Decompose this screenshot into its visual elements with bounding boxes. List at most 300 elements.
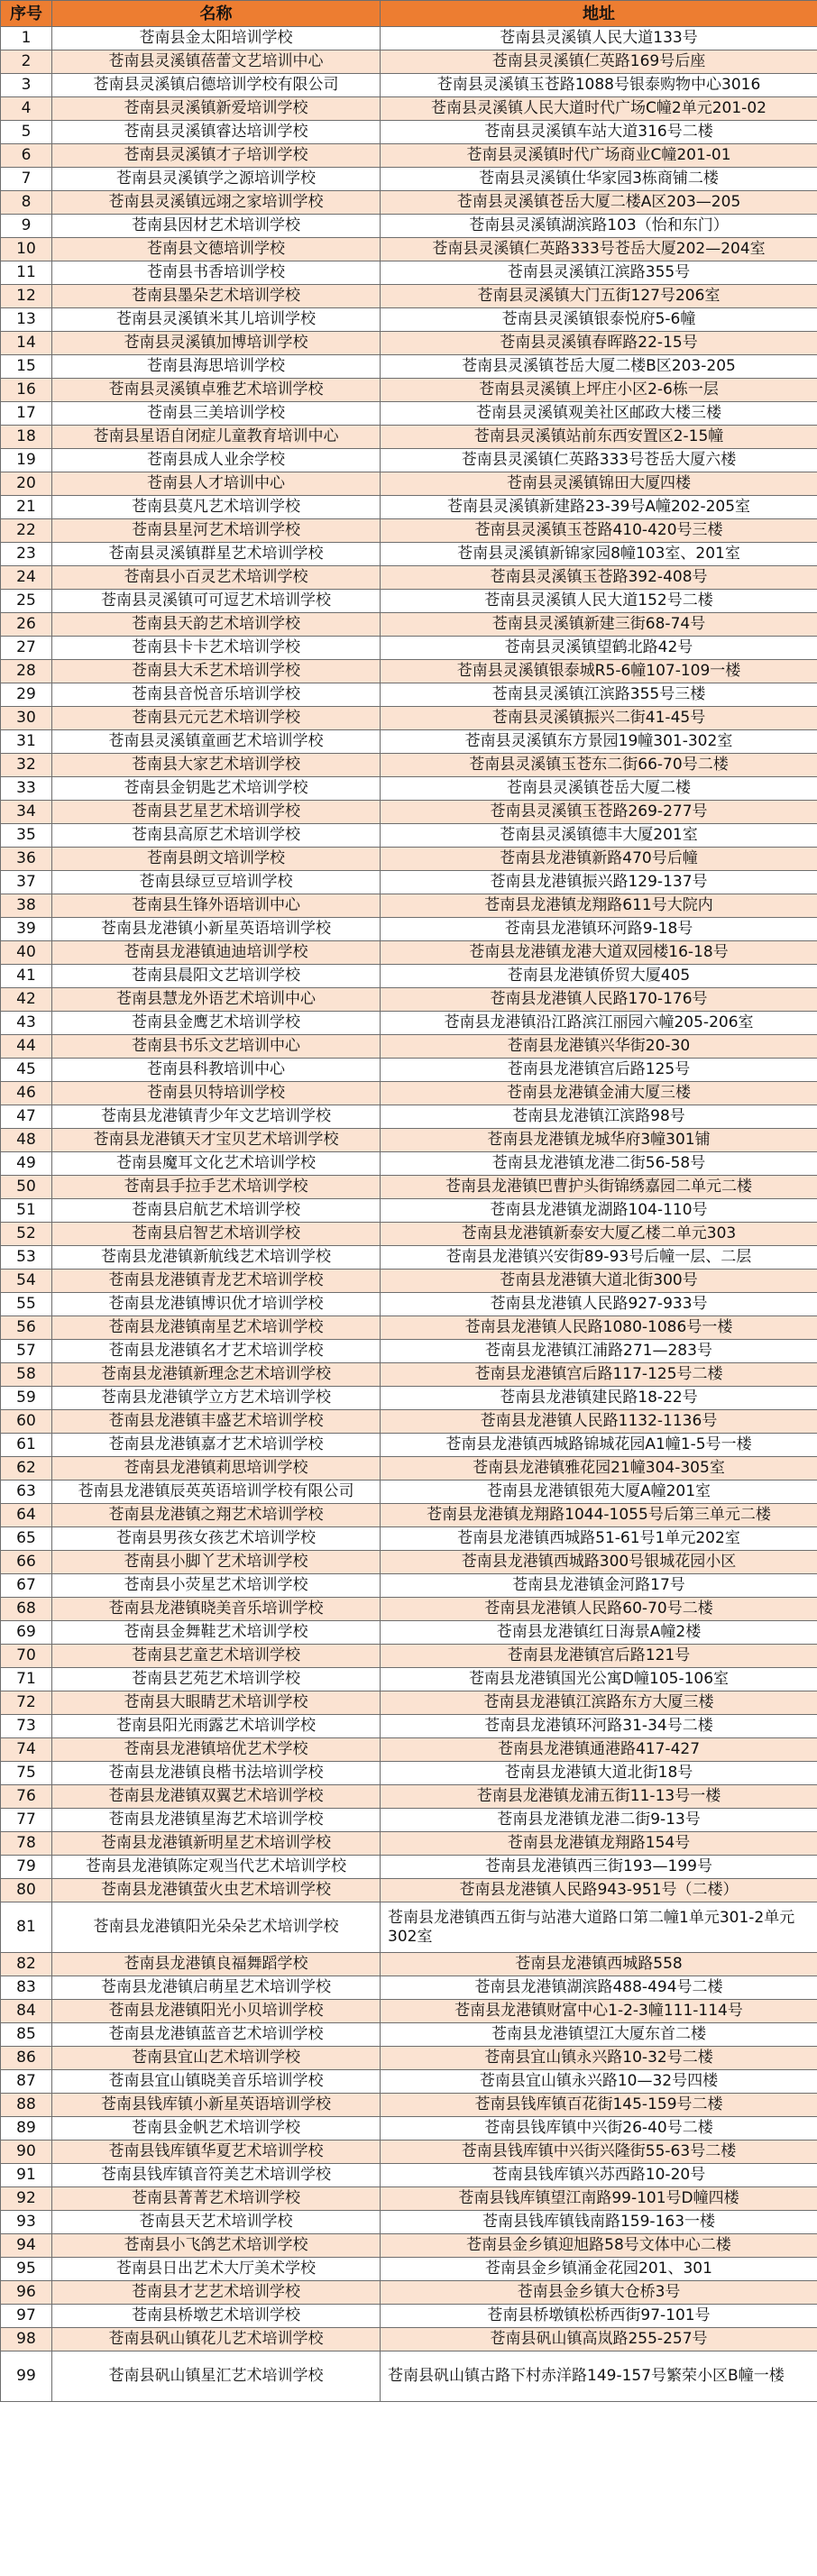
school-address: 苍南县灵溪镇德丰大厦201室 — [381, 824, 817, 848]
school-name: 苍南县桥墩艺术培训学校 — [52, 2305, 381, 2328]
header-name: 名称 — [52, 1, 381, 27]
table-row — [1, 168, 817, 191]
school-address: 苍南县灵溪镇玉苍路1088号银泰购物中心3016 — [381, 74, 817, 97]
row-number: 25 — [1, 590, 52, 613]
school-name: 苍南县启智艺术培训学校 — [52, 1223, 381, 1246]
school-name: 苍南县日出艺术大厅美术学校 — [52, 2258, 381, 2281]
school-address: 苍南县灵溪镇玉苍路392-408号 — [381, 566, 817, 590]
school-address: 苍南县灵溪镇玉苍路269-277号 — [381, 801, 817, 824]
table-row — [1, 191, 817, 215]
row-number: 59 — [1, 1387, 52, 1410]
school-name: 苍南县龙港镇迪迪培训学校 — [52, 941, 381, 965]
header-no: 序号 — [1, 1, 52, 27]
school-address: 苍南县灵溪镇上坪庄小区2-6栋一层 — [381, 379, 817, 402]
school-name: 苍南县绿豆豆培训学校 — [52, 871, 381, 894]
school-name: 苍南县龙港镇启萌星艺术培训学校 — [52, 1976, 381, 2000]
row-number: 87 — [1, 2070, 52, 2094]
school-name: 苍南县小百灵艺术培训学校 — [52, 566, 381, 590]
school-name: 苍南县魔耳文化艺术培训学校 — [52, 1152, 381, 1176]
row-number: 2 — [1, 50, 52, 74]
table-row — [1, 1809, 817, 1832]
table-row — [1, 871, 817, 894]
school-name: 苍南县灵溪镇可可逗艺术培训学校 — [52, 590, 381, 613]
school-address: 苍南县灵溪镇新建三街68-74号 — [381, 613, 817, 637]
school-name: 苍南县龙港镇学立方艺术培训学校 — [52, 1387, 381, 1410]
row-number: 3 — [1, 74, 52, 97]
table-row — [1, 308, 817, 332]
table-row — [1, 1199, 817, 1223]
school-name: 苍南县龙港镇新明星艺术培训学校 — [52, 1832, 381, 1856]
table-row — [1, 2351, 817, 2402]
table-row — [1, 1668, 817, 1691]
table-row — [1, 285, 817, 308]
table-row — [1, 2234, 817, 2258]
school-address: 苍南县龙港镇龙港二街9-13号 — [381, 1809, 817, 1832]
row-number: 86 — [1, 2047, 52, 2070]
table-row — [1, 2047, 817, 2070]
school-name: 苍南县龙港镇之翔艺术培训学校 — [52, 1504, 381, 1527]
row-number: 33 — [1, 777, 52, 801]
table-row — [1, 50, 817, 74]
row-number: 45 — [1, 1059, 52, 1082]
school-address: 苍南县龙港镇金浦大厦三楼 — [381, 1082, 817, 1105]
row-number: 23 — [1, 543, 52, 566]
school-address: 苍南县龙港镇红日海景A幢2楼 — [381, 1621, 817, 1645]
table-row — [1, 1879, 817, 1902]
row-number: 21 — [1, 496, 52, 519]
row-number: 83 — [1, 1976, 52, 2000]
row-number: 6 — [1, 144, 52, 168]
school-address: 苍南县龙港镇龙城华府3幢301铺 — [381, 1129, 817, 1152]
row-number: 81 — [1, 1902, 52, 1953]
school-name: 苍南县龙港镇辰英英语培训学校有限公司 — [52, 1481, 381, 1504]
school-address: 苍南县灵溪镇玉苍路410-420号三楼 — [381, 519, 817, 543]
school-address: 苍南县龙港镇江浦路271—283号 — [381, 1340, 817, 1363]
row-number: 60 — [1, 1410, 52, 1434]
school-address: 苍南县灵溪镇仁英路333号苍岳大厦六楼 — [381, 449, 817, 472]
row-number: 67 — [1, 1574, 52, 1598]
row-number: 5 — [1, 121, 52, 144]
table-row — [1, 613, 817, 637]
school-address: 苍南县钱库镇中兴街26-40号二楼 — [381, 2117, 817, 2141]
school-address: 苍南县龙港镇侨贸大厦405 — [381, 965, 817, 988]
school-address: 苍南县宜山镇永兴路10-32号二楼 — [381, 2047, 817, 2070]
school-address: 苍南县龙港镇雅花园21幢304-305室 — [381, 1457, 817, 1481]
school-address: 苍南县龙港镇江滨路98号 — [381, 1105, 817, 1129]
row-number: 69 — [1, 1621, 52, 1645]
school-name: 苍南县龙港镇天才宝贝艺术培训学校 — [52, 1129, 381, 1152]
school-address: 苍南县龙港镇人民路927-933号 — [381, 1293, 817, 1316]
school-address: 苍南县钱库镇望江南路99-101号D幢四楼 — [381, 2187, 817, 2211]
row-number: 28 — [1, 660, 52, 683]
table-row — [1, 121, 817, 144]
school-name: 苍南县卡卡艺术培训学校 — [52, 637, 381, 660]
table-row — [1, 27, 817, 50]
table-row — [1, 707, 817, 730]
table-row — [1, 1270, 817, 1293]
school-name: 苍南县金钥匙艺术培训学校 — [52, 777, 381, 801]
table-row — [1, 472, 817, 496]
table-row — [1, 238, 817, 261]
row-number: 49 — [1, 1152, 52, 1176]
row-number: 85 — [1, 2023, 52, 2047]
school-name: 苍南县生锋外语培训中心 — [52, 894, 381, 918]
table-row — [1, 543, 817, 566]
school-name: 苍南县龙港镇莉思培训学校 — [52, 1457, 381, 1481]
row-number: 27 — [1, 637, 52, 660]
row-number: 53 — [1, 1246, 52, 1270]
table-row — [1, 1082, 817, 1105]
school-address: 苍南县龙港镇财富中心1-2-3幢111-114号 — [381, 2000, 817, 2023]
school-name: 苍南县龙港镇博识优才培训学校 — [52, 1293, 381, 1316]
school-address: 苍南县龙港镇西城路558 — [381, 1953, 817, 1976]
row-number: 90 — [1, 2141, 52, 2164]
row-number: 1 — [1, 27, 52, 50]
table-row — [1, 1551, 817, 1574]
school-name: 苍南县龙港镇阳光小贝培训学校 — [52, 2000, 381, 2023]
school-address: 苍南县龙港镇巴曹护头街锦绣嘉园二单元二楼 — [381, 1176, 817, 1199]
row-number: 26 — [1, 613, 52, 637]
row-number: 78 — [1, 1832, 52, 1856]
row-number: 97 — [1, 2305, 52, 2328]
table-row — [1, 2281, 817, 2305]
table-row — [1, 2023, 817, 2047]
table-row — [1, 1832, 817, 1856]
school-name: 苍南县慧龙外语艺术培训中心 — [52, 988, 381, 1012]
table-row — [1, 894, 817, 918]
table-row — [1, 1246, 817, 1270]
row-number: 34 — [1, 801, 52, 824]
table-row — [1, 2258, 817, 2281]
school-name: 苍南县龙港镇萤火虫艺术培训学校 — [52, 1879, 381, 1902]
row-number: 8 — [1, 191, 52, 215]
school-address: 苍南县龙港镇望江大厦东首二楼 — [381, 2023, 817, 2047]
school-address: 苍南县灵溪镇车站大道316号二楼 — [381, 121, 817, 144]
school-name: 苍南县小荧星艺术培训学校 — [52, 1574, 381, 1598]
table-row — [1, 1738, 817, 1762]
row-number: 56 — [1, 1316, 52, 1340]
school-address: 苍南县龙港镇银苑大厦A幢201室 — [381, 1481, 817, 1504]
school-name: 苍南县星语自闭症儿童教育培训中心 — [52, 426, 381, 449]
row-number: 74 — [1, 1738, 52, 1762]
school-address: 苍南县钱库镇中兴街兴隆街55-63号二楼 — [381, 2141, 817, 2164]
table-row — [1, 637, 817, 660]
school-name: 苍南县灵溪镇蓓蕾文艺培训中心 — [52, 50, 381, 74]
school-address: 苍南县龙港镇宫后路117-125号二楼 — [381, 1363, 817, 1387]
row-number: 46 — [1, 1082, 52, 1105]
school-address: 苍南县龙港镇龙港二街56-58号 — [381, 1152, 817, 1176]
row-number: 89 — [1, 2117, 52, 2141]
row-number: 39 — [1, 918, 52, 941]
school-name: 苍南县阳光雨露艺术培训学校 — [52, 1715, 381, 1738]
school-name: 苍南县灵溪镇卓雅艺术培训学校 — [52, 379, 381, 402]
table-row — [1, 1293, 817, 1316]
row-number: 16 — [1, 379, 52, 402]
school-address: 苍南县灵溪镇江滨路355号 — [381, 261, 817, 285]
school-name: 苍南县龙港镇阳光朵朵艺术培训学校 — [52, 1902, 381, 1953]
school-address: 苍南县龙港镇振兴路129-137号 — [381, 871, 817, 894]
school-name: 苍南县龙港镇新理念艺术培训学校 — [52, 1363, 381, 1387]
school-address: 苍南县灵溪镇仁英路333号苍岳大厦202—204室 — [381, 238, 817, 261]
table-row — [1, 1410, 817, 1434]
table-row — [1, 1645, 817, 1668]
school-name: 苍南县才艺艺术培训学校 — [52, 2281, 381, 2305]
table-row — [1, 2187, 817, 2211]
school-name: 苍南县龙港镇南星艺术培训学校 — [52, 1316, 381, 1340]
row-number: 84 — [1, 2000, 52, 2023]
school-name: 苍南县元元艺术培训学校 — [52, 707, 381, 730]
table-row — [1, 1976, 817, 2000]
table-row — [1, 1387, 817, 1410]
school-name: 苍南县龙港镇青少年文艺培训学校 — [52, 1105, 381, 1129]
school-address: 苍南县矾山镇古路下村赤洋路149-157号繁荣小区B幢一楼 — [381, 2351, 817, 2402]
row-number: 29 — [1, 683, 52, 707]
school-address: 苍南县钱库镇百花街145-159号二楼 — [381, 2094, 817, 2117]
school-address: 苍南县龙港镇西城路51-61号1单元202室 — [381, 1527, 817, 1551]
row-number: 17 — [1, 402, 52, 426]
school-address: 苍南县龙港镇大道北街300号 — [381, 1270, 817, 1293]
school-address: 苍南县灵溪镇银泰城R5-6幢107-109一楼 — [381, 660, 817, 683]
school-name: 苍南县龙港镇星海艺术培训学校 — [52, 1809, 381, 1832]
school-name: 苍南县钱库镇小新星英语培训学校 — [52, 2094, 381, 2117]
row-number: 55 — [1, 1293, 52, 1316]
school-name: 苍南县艺苑艺术培训学校 — [52, 1668, 381, 1691]
school-address: 苍南县金乡镇大仓桥3号 — [381, 2281, 817, 2305]
school-name: 苍南县文德培训学校 — [52, 238, 381, 261]
school-name: 苍南县手拉手艺术培训学校 — [52, 1176, 381, 1199]
school-name: 苍南县艺童艺术培训学校 — [52, 1645, 381, 1668]
table-row — [1, 449, 817, 472]
row-number: 70 — [1, 1645, 52, 1668]
school-address: 苍南县灵溪镇人民大道时代广场C幢2单元201-02 — [381, 97, 817, 121]
table-row — [1, 1598, 817, 1621]
row-number: 13 — [1, 308, 52, 332]
school-name: 苍南县龙港镇嘉才艺术培训学校 — [52, 1434, 381, 1457]
school-name: 苍南县金鹰艺术培训学校 — [52, 1012, 381, 1035]
row-number: 47 — [1, 1105, 52, 1129]
row-number: 77 — [1, 1809, 52, 1832]
row-number: 75 — [1, 1762, 52, 1785]
school-name: 苍南县小脚丫艺术培训学校 — [52, 1551, 381, 1574]
table-row — [1, 2305, 817, 2328]
row-number: 7 — [1, 168, 52, 191]
table-row — [1, 426, 817, 449]
school-name: 苍南县灵溪镇睿达培训学校 — [52, 121, 381, 144]
school-address: 苍南县龙港镇人民路170-176号 — [381, 988, 817, 1012]
table-row — [1, 1856, 817, 1879]
row-number: 20 — [1, 472, 52, 496]
row-number: 98 — [1, 2328, 52, 2351]
school-address: 苍南县灵溪镇站前东西安置区2-15幢 — [381, 426, 817, 449]
table-row — [1, 1129, 817, 1152]
row-number: 51 — [1, 1199, 52, 1223]
school-address: 苍南县灵溪镇春晖路22-15号 — [381, 332, 817, 355]
school-name: 苍南县小飞鸽艺术培训学校 — [52, 2234, 381, 2258]
table-row — [1, 941, 817, 965]
table-row — [1, 2070, 817, 2094]
school-address: 苍南县龙港镇新泰安大厦乙楼二单元303 — [381, 1223, 817, 1246]
school-name: 苍南县龙港镇名才艺术培训学校 — [52, 1340, 381, 1363]
school-address: 苍南县龙港镇金河路17号 — [381, 1574, 817, 1598]
school-address: 苍南县龙港镇人民路943-951号（二楼） — [381, 1879, 817, 1902]
table-row — [1, 1316, 817, 1340]
school-name: 苍南县大家艺术培训学校 — [52, 754, 381, 777]
school-name: 苍南县金帆艺术培训学校 — [52, 2117, 381, 2141]
school-name: 苍南县龙港镇陈定观当代艺术培训学校 — [52, 1856, 381, 1879]
school-name: 苍南县晨阳文艺培训学校 — [52, 965, 381, 988]
table-row — [1, 1105, 817, 1129]
school-address: 苍南县灵溪镇苍岳大厦二楼 — [381, 777, 817, 801]
school-name: 苍南县书乐文艺培训中心 — [52, 1035, 381, 1059]
table-row — [1, 355, 817, 379]
table-row — [1, 965, 817, 988]
school-name: 苍南县龙港镇蓝音艺术培训学校 — [52, 2023, 381, 2047]
school-address: 苍南县龙港镇龙翔路154号 — [381, 1832, 817, 1856]
table-row — [1, 261, 817, 285]
school-name: 苍南县启航艺术培训学校 — [52, 1199, 381, 1223]
school-address: 苍南县龙港镇环河路9-18号 — [381, 918, 817, 941]
school-name: 苍南县龙港镇良福舞蹈学校 — [52, 1953, 381, 1976]
row-number: 30 — [1, 707, 52, 730]
row-number: 38 — [1, 894, 52, 918]
school-name: 苍南县天韵艺术培训学校 — [52, 613, 381, 637]
table-header — [1, 1, 817, 27]
row-number: 40 — [1, 941, 52, 965]
school-name: 苍南县钱库镇华夏艺术培训学校 — [52, 2141, 381, 2164]
table-row — [1, 1434, 817, 1457]
row-number: 80 — [1, 1879, 52, 1902]
school-name: 苍南县龙港镇丰盛艺术培训学校 — [52, 1410, 381, 1434]
school-address: 苍南县龙港镇宫后路125号 — [381, 1059, 817, 1082]
school-name: 苍南县灵溪镇远翊之家培训学校 — [52, 191, 381, 215]
school-address: 苍南县龙港镇宫后路121号 — [381, 1645, 817, 1668]
table-row — [1, 683, 817, 707]
table-row — [1, 1059, 817, 1082]
school-name: 苍南县龙港镇小新星英语培训学校 — [52, 918, 381, 941]
school-address: 苍南县灵溪镇东方景园19幢301-302室 — [381, 730, 817, 754]
school-name: 苍南县宜山艺术培训学校 — [52, 2047, 381, 2070]
table-row — [1, 332, 817, 355]
table-row — [1, 2094, 817, 2117]
table-row — [1, 402, 817, 426]
table-row — [1, 1785, 817, 1809]
school-address: 苍南县灵溪镇望鹤北路42号 — [381, 637, 817, 660]
school-name: 苍南县科教培训中心 — [52, 1059, 381, 1082]
school-name: 苍南县矾山镇花儿艺术培训学校 — [52, 2328, 381, 2351]
school-name: 苍南县龙港镇新航线艺术培训学校 — [52, 1246, 381, 1270]
school-address: 苍南县龙港镇西五街与站港大道路口第二幢1单元301-2单元302室 — [381, 1902, 817, 1953]
table-row — [1, 1223, 817, 1246]
school-address: 苍南县桥墩镇松桥西街97-101号 — [381, 2305, 817, 2328]
table-row — [1, 2000, 817, 2023]
table-row — [1, 2211, 817, 2234]
school-name: 苍南县艺星艺术培训学校 — [52, 801, 381, 824]
school-name: 苍南县灵溪镇米其儿培训学校 — [52, 308, 381, 332]
row-number: 14 — [1, 332, 52, 355]
row-number: 79 — [1, 1856, 52, 1879]
school-name: 苍南县莫凡艺术培训学校 — [52, 496, 381, 519]
table-row — [1, 496, 817, 519]
school-address: 苍南县龙港镇湖滨路488-494号二楼 — [381, 1976, 817, 2000]
row-number: 15 — [1, 355, 52, 379]
row-number: 96 — [1, 2281, 52, 2305]
school-address: 苍南县灵溪镇苍岳大厦二楼A区203—205 — [381, 191, 817, 215]
school-address: 苍南县金乡镇涌金花园201、301 — [381, 2258, 817, 2281]
school-address: 苍南县龙港镇人民路60-70号二楼 — [381, 1598, 817, 1621]
row-number: 92 — [1, 2187, 52, 2211]
school-address: 苍南县灵溪镇湖滨路103（怡和东门） — [381, 215, 817, 238]
row-number: 58 — [1, 1363, 52, 1387]
row-number: 82 — [1, 1953, 52, 1976]
row-number: 18 — [1, 426, 52, 449]
school-address: 苍南县龙港镇建民路18-22号 — [381, 1387, 817, 1410]
row-number: 36 — [1, 848, 52, 871]
row-number: 11 — [1, 261, 52, 285]
row-number: 44 — [1, 1035, 52, 1059]
school-address: 苍南县灵溪镇人民大道133号 — [381, 27, 817, 50]
school-name: 苍南县龙港镇培优艺术学校 — [52, 1738, 381, 1762]
table-row — [1, 918, 817, 941]
school-address: 苍南县龙港镇国光公寓D幢105-106室 — [381, 1668, 817, 1691]
school-name: 苍南县人才培训中心 — [52, 472, 381, 496]
table-row — [1, 2117, 817, 2141]
school-name: 苍南县男孩女孩艺术培训学校 — [52, 1527, 381, 1551]
school-name: 苍南县金太阳培训学校 — [52, 27, 381, 50]
row-number: 22 — [1, 519, 52, 543]
table-row — [1, 777, 817, 801]
row-number: 9 — [1, 215, 52, 238]
row-number: 57 — [1, 1340, 52, 1363]
school-name: 苍南县墨朵艺术培训学校 — [52, 285, 381, 308]
school-address: 苍南县灵溪镇时代广场商业C幢201-01 — [381, 144, 817, 168]
school-address: 苍南县龙港镇人民路1132-1136号 — [381, 1410, 817, 1434]
school-address: 苍南县灵溪镇玉苍东二街66-70号二楼 — [381, 754, 817, 777]
school-address: 苍南县龙港镇龙翔路611号大院内 — [381, 894, 817, 918]
school-name: 苍南县灵溪镇新爱培训学校 — [52, 97, 381, 121]
row-number: 35 — [1, 824, 52, 848]
table-row — [1, 379, 817, 402]
table-row — [1, 2328, 817, 2351]
school-name: 苍南县龙港镇双翼艺术培训学校 — [52, 1785, 381, 1809]
table-row — [1, 1152, 817, 1176]
school-address: 苍南县灵溪镇苍岳大厦二楼B区203-205 — [381, 355, 817, 379]
school-name: 苍南县因材艺术培训学校 — [52, 215, 381, 238]
table-row — [1, 848, 817, 871]
school-address: 苍南县龙港镇龙港大道双园楼16-18号 — [381, 941, 817, 965]
school-name: 苍南县天艺术培训学校 — [52, 2211, 381, 2234]
table-row — [1, 1340, 817, 1363]
school-address: 苍南县龙港镇新路470号后幢 — [381, 848, 817, 871]
school-name: 苍南县大禾艺术培训学校 — [52, 660, 381, 683]
school-address: 苍南县灵溪镇人民大道152号二楼 — [381, 590, 817, 613]
row-number: 61 — [1, 1434, 52, 1457]
school-name: 苍南县灵溪镇启德培训学校有限公司 — [52, 74, 381, 97]
table-body — [1, 27, 817, 2402]
school-address: 苍南县龙港镇大道北街18号 — [381, 1762, 817, 1785]
school-name: 苍南县灵溪镇群星艺术培训学校 — [52, 543, 381, 566]
table-row — [1, 1527, 817, 1551]
school-address: 苍南县灵溪镇仁英路169号后座 — [381, 50, 817, 74]
school-address: 苍南县金乡镇迎旭路58号文体中心二楼 — [381, 2234, 817, 2258]
school-address: 苍南县龙港镇沿江路滨江丽园六幢205-206室 — [381, 1012, 817, 1035]
school-name: 苍南县灵溪镇加博培训学校 — [52, 332, 381, 355]
school-address: 苍南县灵溪镇锦田大厦四楼 — [381, 472, 817, 496]
school-name: 苍南县朗文培训学校 — [52, 848, 381, 871]
row-number: 10 — [1, 238, 52, 261]
table-row — [1, 1902, 817, 1953]
table-row — [1, 97, 817, 121]
row-number: 12 — [1, 285, 52, 308]
